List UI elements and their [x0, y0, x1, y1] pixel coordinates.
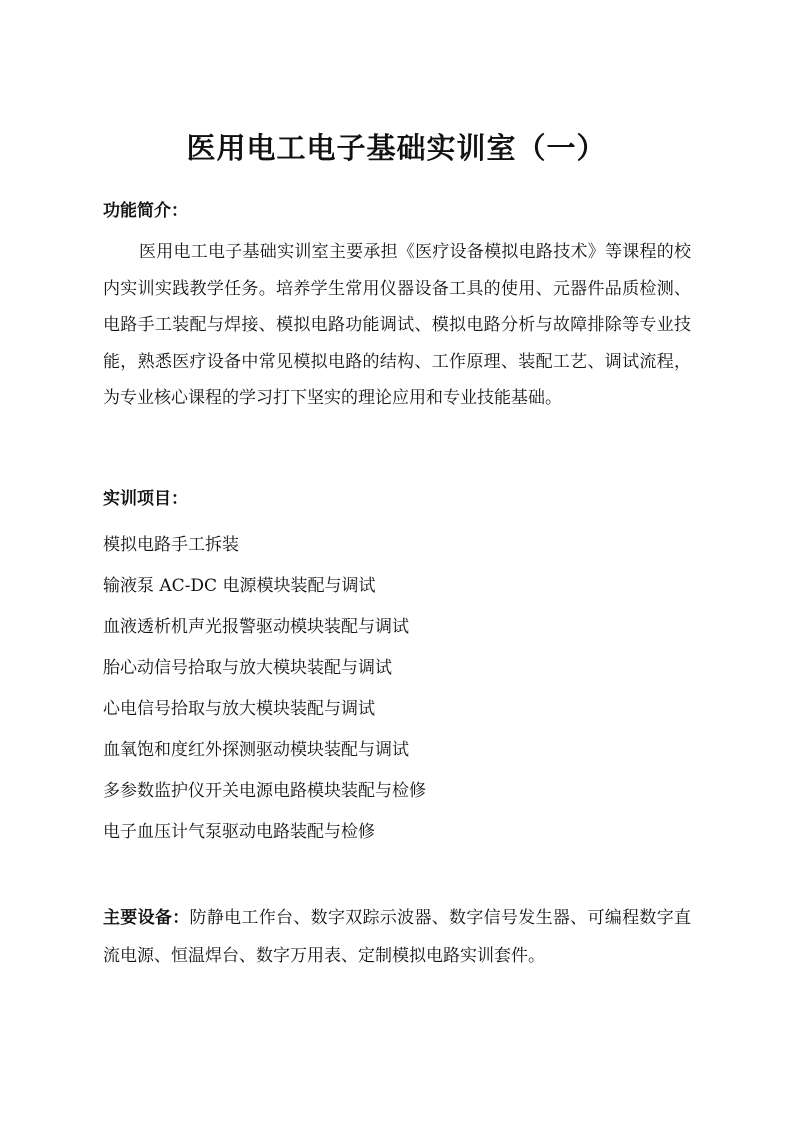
project-item: 电子血压计气泵驱动电路装配与检修 — [103, 822, 375, 842]
project-list — [103, 525, 426, 853]
document-title: 医用电工电子基础实训室（一） — [186, 131, 607, 165]
equipment-label: 主要设备： — [103, 908, 190, 928]
project-item: 输液泵 AC-DC 电源模块装配与调试 — [103, 576, 376, 596]
project-item: 血液透析机声光报警驱动模块装配与调试 — [103, 617, 409, 637]
project-item: 胎心动信号拾取与放大模块装配与调试 — [103, 658, 392, 678]
project-item: 模拟电路手工拆装 — [103, 535, 239, 555]
project-item: 心电信号拾取与放大模块装配与调试 — [103, 699, 375, 719]
equipment-text: 防静电工作台、数字双踪示波器、数字信号发生器、可编程数字直流电源、恒温焊台、数字万用表、定制模拟电路实训套件。 — [103, 908, 691, 966]
function-description: 医用电工电子基础实训室主要承担《医疗设备模拟电路技术》等课程的校内实训实践教学任务。培养学生常用仪器设备工具的使用、元器件品质检测、电路手工装配与焊接、模拟电路功能调试、模拟电路分析与故障排除等专业技能，熟悉医疗设备中常见模拟电路的结构、工作原理、装配工艺、调试流程，为专业核心课程的学习打下坚实的理论应用和专业技能基础。 — [103, 242, 691, 408]
project-item: 多参数监护仪开关电源电路模块装配与检修 — [103, 781, 426, 801]
equipment-paragraph — [103, 899, 691, 975]
function-heading: 功能简介： — [103, 201, 188, 221]
projects-heading: 实训项目： — [103, 489, 188, 509]
project-item: 血氧饱和度红外探测驱动模块装配与调试 — [103, 740, 409, 760]
